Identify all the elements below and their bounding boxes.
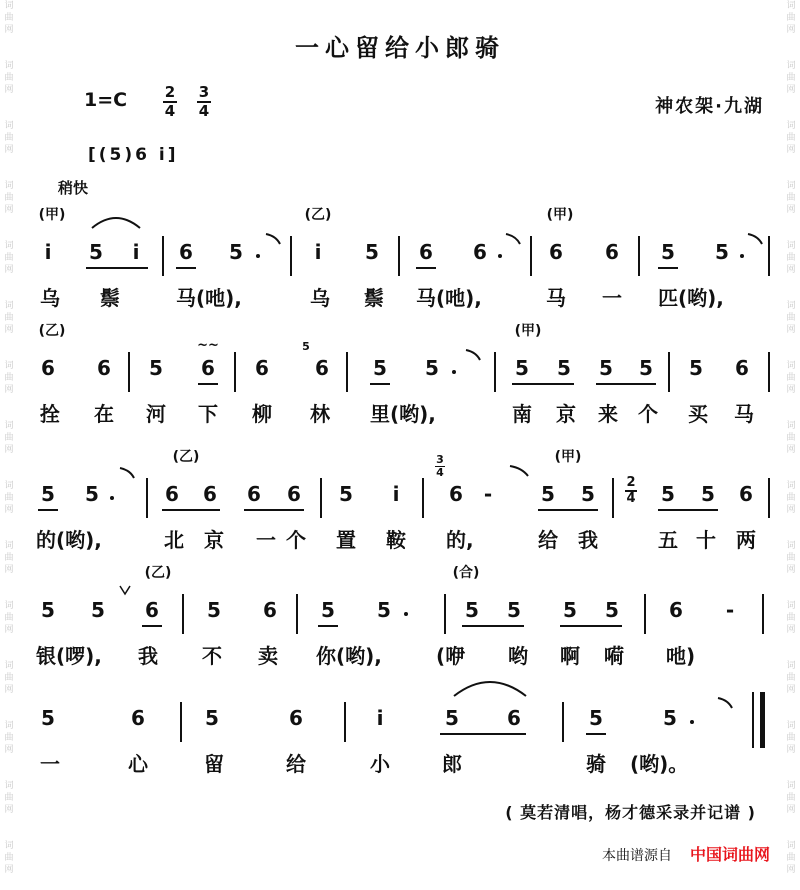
note: 6 bbox=[549, 240, 563, 264]
score-row-5 bbox=[0, 706, 800, 776]
note: 6 bbox=[41, 356, 55, 380]
lyric: 我 bbox=[578, 528, 598, 552]
footer-site-link[interactable]: 中国词曲网 bbox=[689, 845, 770, 864]
lyric: 你(哟), bbox=[316, 644, 382, 668]
barline bbox=[494, 352, 496, 392]
role-label: (乙) bbox=[172, 449, 200, 465]
note: 5 bbox=[91, 598, 105, 622]
lyric: 不 bbox=[202, 644, 222, 668]
time-signature-3-4: 3 4 bbox=[198, 83, 210, 120]
role-label: (甲) bbox=[38, 207, 66, 223]
lyric: 心 bbox=[128, 752, 148, 776]
lyric: 马(吔), bbox=[416, 286, 482, 310]
role-label: (乙) bbox=[38, 323, 66, 339]
beam bbox=[658, 509, 718, 511]
note: 5 bbox=[541, 482, 555, 506]
note: 5 bbox=[557, 356, 571, 380]
barline bbox=[768, 236, 770, 276]
note: 5 bbox=[581, 482, 595, 506]
barline bbox=[444, 594, 446, 634]
beam bbox=[512, 383, 574, 385]
dot bbox=[452, 370, 456, 374]
lyric: 啊 bbox=[560, 644, 580, 668]
beam bbox=[658, 267, 678, 269]
lyric: 京 bbox=[204, 528, 224, 552]
note: 5 bbox=[41, 598, 55, 622]
note: 5 bbox=[663, 706, 677, 730]
note: 6 bbox=[247, 482, 261, 506]
lyric: 吔) bbox=[666, 644, 696, 668]
lyric: 个 bbox=[638, 402, 658, 426]
note: 6 bbox=[507, 706, 521, 730]
lyric: 两 bbox=[736, 528, 756, 552]
beam bbox=[318, 625, 338, 627]
time-signature-3-4: 3 4 bbox=[436, 453, 444, 479]
beam bbox=[38, 509, 58, 511]
beam bbox=[142, 625, 162, 627]
barline bbox=[668, 352, 670, 392]
lyric: 十 bbox=[696, 528, 716, 552]
barline bbox=[290, 236, 292, 276]
note: 5 bbox=[149, 356, 163, 380]
note: 5 bbox=[339, 482, 353, 506]
barline bbox=[422, 478, 424, 518]
beam bbox=[440, 733, 526, 735]
lyric: 马 bbox=[734, 402, 754, 426]
final-barline-thin bbox=[752, 692, 754, 748]
lyric: 柳 bbox=[252, 402, 272, 426]
lyric: 乌 bbox=[40, 286, 60, 310]
note: 5 bbox=[715, 240, 729, 264]
footer-label: 本曲谱源自 bbox=[601, 848, 672, 864]
note: 5 bbox=[563, 598, 577, 622]
note: 5 bbox=[205, 706, 219, 730]
note: 6 bbox=[739, 482, 753, 506]
lyric: (哟)。 bbox=[630, 752, 689, 776]
barline bbox=[612, 478, 614, 518]
note: 6 bbox=[605, 240, 619, 264]
lyric: 郎 bbox=[442, 752, 462, 776]
note: 6 bbox=[97, 356, 111, 380]
lyric: 一 bbox=[602, 286, 622, 310]
score-row-4 bbox=[0, 565, 800, 668]
note: 5 bbox=[445, 706, 459, 730]
lyric: 个 bbox=[286, 528, 306, 552]
lyric: 北 bbox=[164, 528, 184, 552]
grace-note: 5 bbox=[302, 340, 310, 353]
note: 5 bbox=[229, 240, 243, 264]
beam bbox=[462, 625, 524, 627]
lyric: 我 bbox=[138, 644, 158, 668]
lyric: 一 bbox=[40, 752, 60, 776]
song-title: 一心留给小郎骑 bbox=[295, 34, 505, 62]
key-signature: 1=C bbox=[84, 89, 128, 111]
note: 6 bbox=[315, 356, 329, 380]
time-signature-2-4: 2 4 bbox=[626, 475, 636, 506]
dot bbox=[256, 254, 260, 258]
lyric: 卖 bbox=[258, 644, 278, 668]
lyric: 乌 bbox=[310, 286, 330, 310]
lyric: 匹(哟), bbox=[658, 286, 724, 310]
note: 6 bbox=[287, 482, 301, 506]
note: 6 bbox=[419, 240, 433, 264]
lyric: 的, bbox=[446, 528, 474, 552]
note: 5 bbox=[599, 356, 613, 380]
role-label: (甲) bbox=[514, 323, 542, 339]
note: i bbox=[376, 706, 384, 730]
beam bbox=[586, 733, 606, 735]
breath-mark bbox=[264, 232, 284, 248]
note: 6 bbox=[289, 706, 303, 730]
barline bbox=[768, 478, 770, 518]
note: 6 bbox=[179, 240, 193, 264]
grace-mark bbox=[118, 584, 132, 596]
lyric: 一 bbox=[256, 528, 276, 552]
intro-notes: [(5)6 i] bbox=[88, 145, 179, 165]
dot bbox=[404, 612, 408, 616]
watermark-right: 词 曲 网 词 曲 网 词 曲 网 词 曲 网 词 曲 网 词 曲 网 词 曲 网 词 曲 网 词 曲 网 词 曲 网 词 曲 网 词 曲 网 词 曲 网 词 曲 网 词 曲 网 bbox=[786, 1, 796, 875]
slur-mark bbox=[88, 214, 144, 230]
beam bbox=[176, 267, 196, 269]
breath-mark bbox=[464, 348, 484, 364]
song-source: 神农架·九湖 bbox=[655, 96, 764, 117]
lyric: 给 bbox=[286, 752, 306, 776]
note: 6 bbox=[473, 240, 487, 264]
lyric: 鞍 bbox=[386, 528, 406, 552]
beam bbox=[162, 509, 220, 511]
lyric: 鬃 bbox=[100, 286, 120, 310]
role-label: (乙) bbox=[304, 207, 332, 223]
note: 5 bbox=[701, 482, 715, 506]
note: 5 bbox=[425, 356, 439, 380]
breath-mark bbox=[746, 232, 766, 248]
barline bbox=[320, 478, 322, 518]
lyric: 河 bbox=[146, 402, 166, 426]
lyric: 在 bbox=[94, 402, 114, 426]
note: 6 bbox=[165, 482, 179, 506]
beam bbox=[538, 509, 598, 511]
lyric: 置 bbox=[336, 528, 356, 552]
lyric: 下 bbox=[198, 402, 218, 426]
note: 5 bbox=[689, 356, 703, 380]
note: 5 bbox=[365, 240, 379, 264]
watermark-left: 词 曲 网 词 曲 网 词 曲 网 词 曲 网 词 曲 网 词 曲 网 词 曲 网 词 曲 网 词 曲 网 词 曲 网 词 曲 网 词 曲 网 词 曲 网 词 曲 网 词 曲 网 bbox=[4, 1, 14, 875]
barline bbox=[128, 352, 130, 392]
lyric: 留 bbox=[204, 752, 224, 776]
barline bbox=[638, 236, 640, 276]
beam bbox=[244, 509, 304, 511]
beam bbox=[416, 267, 436, 269]
role-label: (乙) bbox=[144, 565, 172, 581]
barline bbox=[398, 236, 400, 276]
barline bbox=[146, 478, 148, 518]
barline bbox=[162, 236, 164, 276]
note: i bbox=[392, 482, 400, 506]
beam bbox=[560, 625, 622, 627]
note: - bbox=[483, 482, 493, 506]
note: 6 bbox=[145, 598, 159, 622]
beam bbox=[370, 383, 390, 385]
lyric: 给 bbox=[538, 528, 558, 552]
note: i bbox=[132, 240, 140, 264]
note: 5 bbox=[589, 706, 603, 730]
note: 5 bbox=[465, 598, 479, 622]
lyric: 银(啰), bbox=[36, 644, 102, 668]
role-label: (甲) bbox=[554, 449, 582, 465]
breath-mark bbox=[118, 466, 138, 482]
lyric: 南 bbox=[512, 402, 532, 426]
note: 5 bbox=[207, 598, 221, 622]
lyric: 拴 bbox=[40, 402, 60, 426]
barline bbox=[346, 352, 348, 392]
note: 5 bbox=[377, 598, 391, 622]
dot bbox=[110, 496, 114, 500]
lyric: 里(哟), bbox=[370, 402, 436, 426]
note: 6 bbox=[255, 356, 269, 380]
dot bbox=[690, 720, 694, 724]
lyric: 五 bbox=[658, 528, 678, 552]
tempo-marking: 稍快 bbox=[58, 179, 89, 197]
lyric: 的(哟), bbox=[36, 528, 102, 552]
lyric: 马(吔), bbox=[176, 286, 242, 310]
lyric: 京 bbox=[556, 402, 576, 426]
score-row-2 bbox=[0, 323, 800, 426]
lyric: 骑 bbox=[586, 752, 606, 776]
lyric: 林 bbox=[310, 402, 330, 426]
note: 6 bbox=[203, 482, 217, 506]
final-barline-thick bbox=[760, 692, 765, 748]
time-signature-2-4: 2 4 bbox=[164, 83, 176, 120]
note: 5 bbox=[373, 356, 387, 380]
note: 5 bbox=[321, 598, 335, 622]
beam bbox=[198, 383, 218, 385]
credit-note: ( 莫若清唱，杨才德采录并记谱 ) bbox=[505, 803, 756, 822]
barline bbox=[344, 702, 346, 742]
role-label: (合) bbox=[452, 565, 480, 581]
lyric: 马 bbox=[546, 286, 566, 310]
barline bbox=[180, 702, 182, 742]
barline bbox=[644, 594, 646, 634]
slur-mark bbox=[450, 678, 530, 698]
breath-mark bbox=[508, 464, 532, 480]
dot bbox=[498, 254, 502, 258]
barline bbox=[182, 594, 184, 634]
note: 5 bbox=[85, 482, 99, 506]
note: 5 bbox=[41, 482, 55, 506]
note: i bbox=[44, 240, 52, 264]
lyric: 小 bbox=[370, 752, 390, 776]
note: 6 bbox=[669, 598, 683, 622]
note: - bbox=[725, 598, 735, 622]
beam bbox=[596, 383, 656, 385]
lyric: (咿 bbox=[436, 644, 466, 668]
barline bbox=[296, 594, 298, 634]
lyric: 买 bbox=[688, 402, 708, 426]
note: 5 bbox=[605, 598, 619, 622]
note: 5 bbox=[639, 356, 653, 380]
ornament-mark: ~~ bbox=[197, 338, 219, 353]
dot bbox=[740, 254, 744, 258]
lyric: 鬃 bbox=[364, 286, 384, 310]
breath-mark bbox=[504, 232, 524, 248]
barline bbox=[530, 236, 532, 276]
score-row-3 bbox=[0, 449, 800, 552]
barline bbox=[768, 352, 770, 392]
note: 5 bbox=[89, 240, 103, 264]
barline bbox=[234, 352, 236, 392]
barline bbox=[562, 702, 564, 742]
barline bbox=[762, 594, 764, 634]
note: 6 bbox=[735, 356, 749, 380]
note: 6 bbox=[131, 706, 145, 730]
role-label: (甲) bbox=[546, 207, 574, 223]
lyric: 嗬 bbox=[604, 644, 624, 668]
note: 6 bbox=[449, 482, 463, 506]
note: 5 bbox=[661, 240, 675, 264]
note: 5 bbox=[515, 356, 529, 380]
lyric: 来 bbox=[598, 402, 618, 426]
note: 5 bbox=[41, 706, 55, 730]
note: 5 bbox=[507, 598, 521, 622]
footer bbox=[602, 842, 770, 865]
note: i bbox=[314, 240, 322, 264]
score-row-1 bbox=[0, 207, 800, 310]
note: 6 bbox=[201, 356, 215, 380]
beam bbox=[86, 267, 148, 269]
note: 6 bbox=[263, 598, 277, 622]
breath-mark bbox=[716, 696, 736, 712]
note: 5 bbox=[661, 482, 675, 506]
lyric: 哟 bbox=[508, 644, 528, 668]
